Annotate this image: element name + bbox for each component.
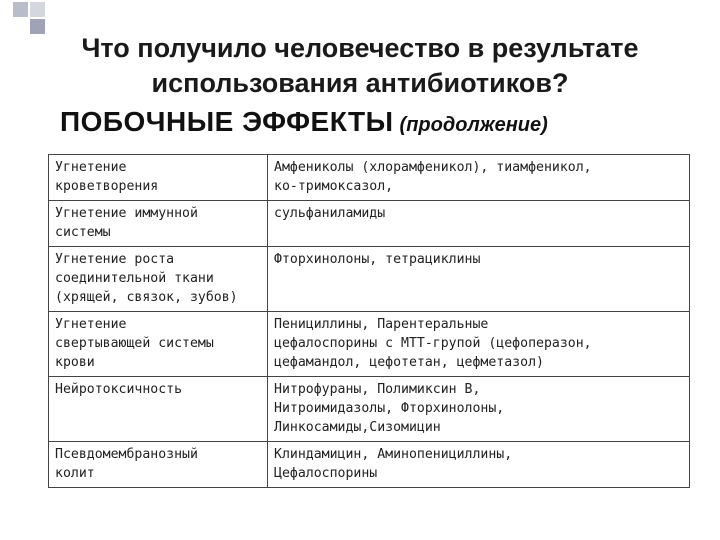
drugs-cell — [268, 201, 690, 247]
side-effect-cell — [49, 312, 268, 377]
corner-square-3 — [30, 19, 45, 34]
side-effect-cell — [49, 442, 268, 488]
side-effects-table — [48, 154, 690, 488]
side-effect-text: кроветворения — [55, 179, 159, 194]
side-effect-text: Угнетение роста — [55, 252, 175, 267]
drugs-cell — [268, 442, 690, 488]
drugs-text: цефамандол, цефотетан, цефметазол) — [274, 355, 544, 370]
drugs-text: Нитроимидазолы, Фторхинолоны, — [274, 401, 505, 416]
drugs-text: Клиндамицин, Аминопенициллины, — [274, 447, 513, 462]
table-row — [49, 247, 690, 312]
drugs-cell — [268, 377, 690, 442]
drugs-text: Пенициллины, Парентеральные — [274, 317, 489, 332]
side-effect-text: Угнетение — [55, 160, 127, 175]
drugs-text: Фторхинолоны, тетрациклины — [274, 252, 481, 267]
slide-subtitle — [60, 106, 548, 138]
table-row — [49, 377, 690, 442]
subtitle-note: (продолжение) — [399, 114, 548, 136]
side-effect-text: Псевдомембранозный — [55, 447, 198, 462]
side-effect-cell — [49, 247, 268, 312]
side-effect-text: свертывающей системы — [55, 336, 214, 351]
corner-square-2 — [30, 2, 45, 17]
drugs-text: Нитрофураны, Полимиксин В, — [274, 382, 481, 397]
drugs-text: цефалоспорины с МТТ-групой (цефоперазон, — [274, 336, 592, 351]
drugs-text: ко-тримоксазол, — [274, 179, 394, 194]
drugs-cell — [268, 247, 690, 312]
side-effect-text: системы — [55, 225, 111, 240]
table-row — [49, 312, 690, 377]
drugs-cell — [268, 312, 690, 377]
drugs-cell — [268, 155, 690, 201]
side-effect-text: Нейротоксичность — [55, 382, 183, 397]
side-effect-text: колит — [55, 466, 95, 481]
table-body — [49, 155, 690, 488]
side-effect-cell — [49, 201, 268, 247]
side-effect-cell — [49, 377, 268, 442]
drugs-text: Линкосамиды,Сизомицин — [274, 420, 441, 435]
table-row — [49, 201, 690, 247]
subtitle-main: ПОБОЧНЫЕ ЭФФЕКТЫ — [60, 106, 394, 137]
side-effect-cell — [49, 155, 268, 201]
drugs-text: Амфениколы (хлорамфеникол), тиамфеникол, — [274, 160, 592, 175]
side-effect-text: крови — [55, 355, 95, 370]
corner-square-1 — [13, 2, 28, 17]
slide-title-line-2: использования антибиотиков? — [151, 68, 569, 98]
side-effect-text: Угнетение иммунной — [55, 206, 198, 221]
table-row — [49, 155, 690, 201]
drugs-text: Цефалоспорины — [274, 466, 378, 481]
drugs-text: сульфаниламиды — [274, 206, 386, 221]
slide-title-line-1: Что получило человечество в результате — [81, 33, 639, 63]
side-effect-text: соединительной ткани — [55, 271, 214, 286]
side-effect-text: (хрящей, связок, зубов) — [55, 290, 238, 305]
side-effect-text: Угнетение — [55, 317, 127, 332]
table-row — [49, 442, 690, 488]
